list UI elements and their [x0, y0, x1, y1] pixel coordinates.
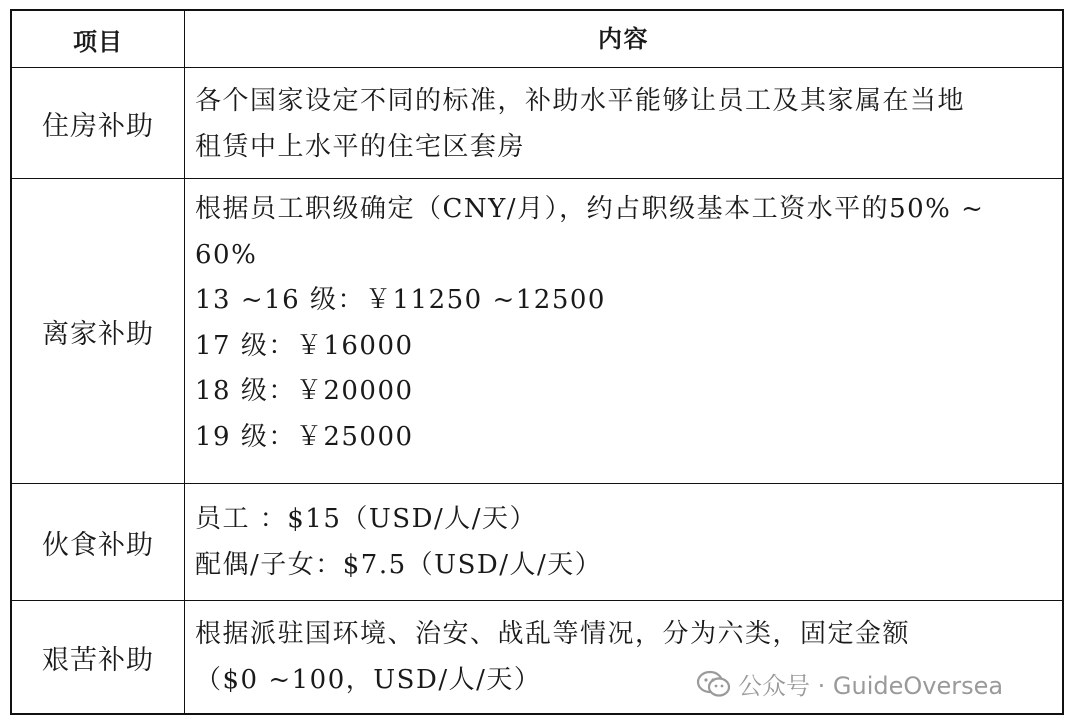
content-line: 根据员工职级确定（CNY/月），约占职级基本工资水平的50% ~: [195, 194, 985, 224]
content-line: 租赁中上水平的住宅区套房: [195, 132, 526, 162]
table-header-row: [12, 11, 1062, 67]
row-item-hardship: 艰苦补助: [12, 601, 185, 713]
table-row: [12, 67, 1062, 178]
table-row: [12, 178, 1062, 483]
header-content: 内容: [598, 25, 649, 53]
watermark: [690, 664, 1009, 703]
content-line: （$0 ~100，USD/人/天）: [195, 665, 542, 695]
row-content-housing: [185, 68, 1062, 178]
table-row: [12, 483, 1062, 600]
content-line: 根据派驻国环境、治安、战乱等情况，分为六类，固定金额: [195, 619, 911, 649]
content-line: 配偶/子女：$7.5（USD/人/天）: [195, 550, 603, 580]
wechat-icon: [696, 670, 732, 698]
row-content-meal: [185, 484, 1062, 600]
row-content-away-from-home: [185, 179, 1062, 483]
content-line: 各个国家设定不同的标准，补助水平能够让员工及其家属在当地: [195, 86, 966, 116]
row-item-away-from-home: 离家补助: [12, 179, 185, 483]
content-line: 19 级：￥25000: [195, 421, 414, 452]
content-line: 13 ~16 级：￥11250 ~12500: [195, 285, 606, 315]
row-item-meal: 伙食补助: [12, 484, 185, 600]
header-item: 项目: [12, 11, 185, 67]
content-line: 员工 ：$15（USD/人/天）: [195, 504, 537, 534]
content-line: 18 级：￥20000: [195, 376, 414, 406]
row-item-housing: 住房补助: [12, 68, 185, 178]
allowance-table: [10, 9, 1064, 715]
watermark-text: 公众号 · GuideOversea: [738, 672, 1004, 700]
content-line: 17 级：￥16000: [195, 330, 414, 361]
content-line: 60%: [195, 239, 258, 270]
